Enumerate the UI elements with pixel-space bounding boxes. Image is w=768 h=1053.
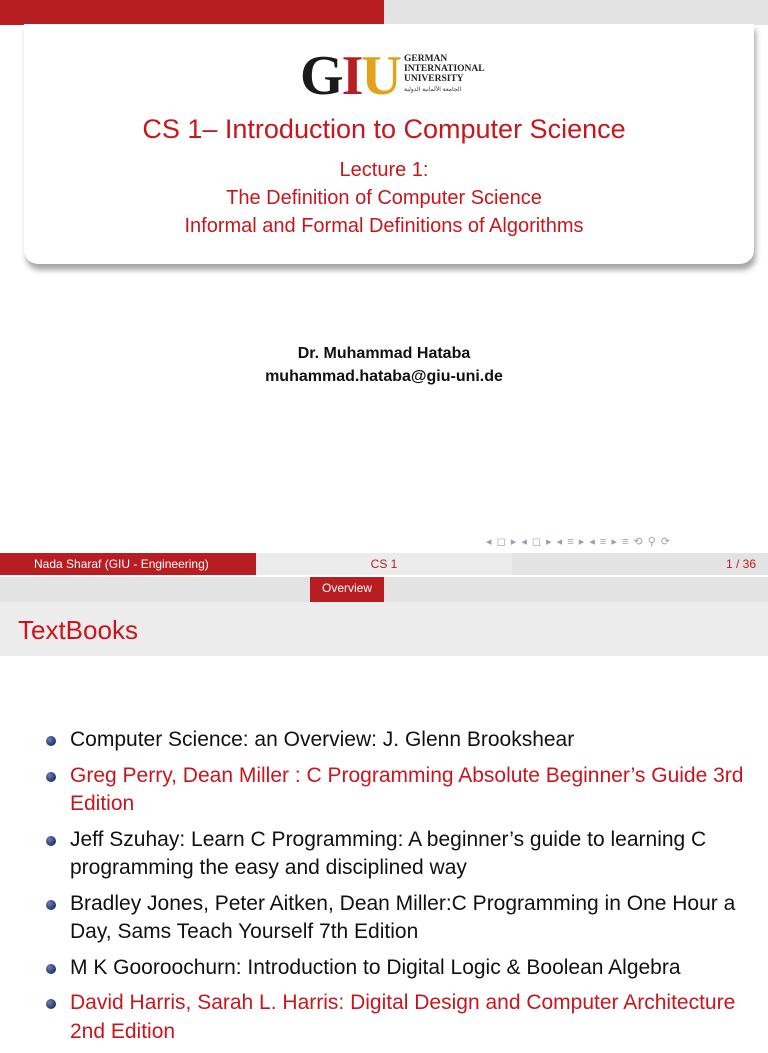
list-item: David Harris, Sarah L. Harris: Digital Design and Computer Architecture 2nd Edition: [46, 989, 758, 1046]
textbook-list: [46, 726, 758, 1053]
lecture-topic-1: The Definition of Computer Science: [226, 187, 542, 209]
slide-title: CS 1– Introduction to Computer Science: [142, 114, 626, 144]
list-item: Greg Perry, Dean Miller : C Programming Absolute Beginner’s Guide 3rd Edition: [46, 762, 758, 819]
section-label: Overview: [310, 577, 384, 602]
section-bar-right: [384, 577, 768, 602]
bullet-icon: [46, 736, 56, 746]
logo-text: GERMAN INTERNATIONAL UNIVERSITY: [404, 54, 485, 84]
logo-mark: GIU: [300, 45, 400, 107]
footer-author: Nada Sharaf (GIU - Engineering): [0, 553, 256, 575]
list-item: Bradley Jones, Peter Aitken, Dean Miller:C Programming in One Hour a Day, Sams Teach Yourself 7th Edition: [46, 890, 758, 947]
list-item: Computer Science: an Overview: J. Glenn Brookshear: [46, 726, 758, 755]
bullet-icon: [46, 900, 56, 910]
list-item: M K Gooroochurn: Introduction to Digital Logic & Boolean Algebra: [46, 954, 758, 983]
section-bar-left: [0, 577, 310, 602]
bullet-icon: [46, 964, 56, 974]
lecture-number: Lecture 1:: [339, 159, 429, 181]
list-item: Jeff Szuhay: Learn C Programming: A beginner’s guide to learning C programming the easy and disciplined way: [46, 826, 758, 883]
beamer-navigation-icons[interactable]: ◂ ◻ ▸ ◂ ◻ ▸ ◂ ≡ ▸ ◂ ≡ ▸ ≡ ⟲ ⚲ ⟳: [486, 536, 672, 548]
lecture-topic-2: Informal and Formal Definitions of Algorithms: [184, 215, 584, 237]
top-bar-red: [0, 0, 384, 25]
logo-arabic: الجامعة الألمانية الدولية: [404, 87, 462, 93]
author-email[interactable]: muhammad.hataba@giu-uni.de: [265, 368, 503, 385]
footer-page-number: 1 / 36: [512, 553, 768, 575]
bullet-icon: [46, 772, 56, 782]
author-name: Dr. Muhammad Hataba: [297, 345, 471, 362]
frame-title: TextBooks: [18, 615, 138, 645]
footer-course: CS 1: [256, 553, 512, 575]
giu-logo: [300, 45, 500, 107]
top-bar-gray: [384, 0, 768, 25]
bullet-icon: [46, 836, 56, 846]
bullet-icon: [46, 999, 56, 1009]
